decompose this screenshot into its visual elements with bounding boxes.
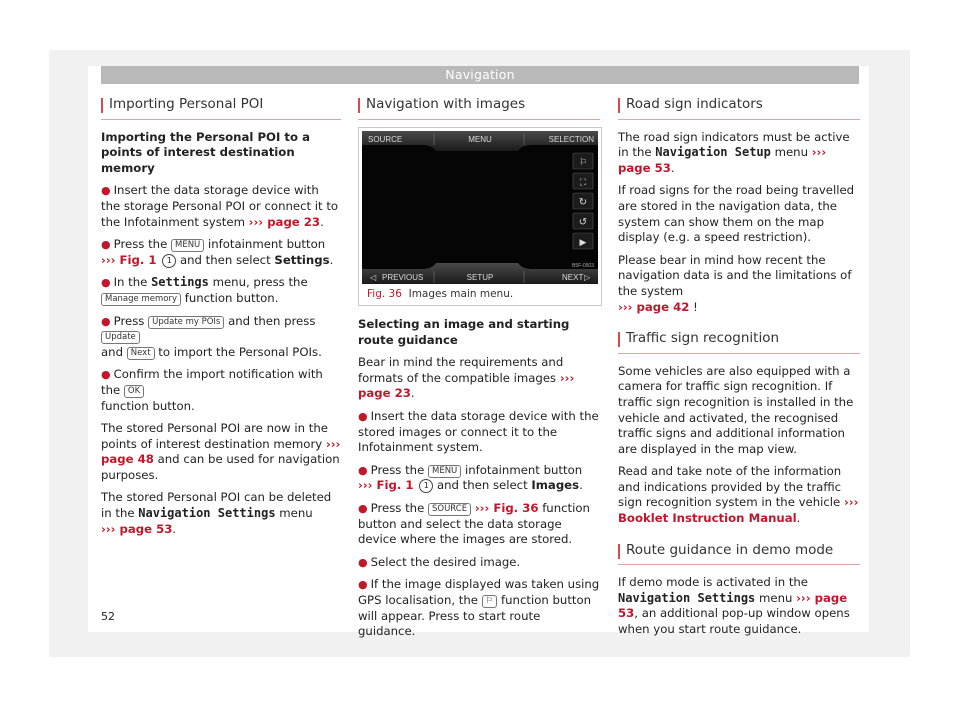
column-importing-poi <box>101 97 341 544</box>
step-insert-images: ● Insert the data storage device with the stored images or connect it to the Infotainment system. <box>358 408 599 455</box>
heading-traffic-sign-recognition: Traffic sign recognition <box>618 331 860 354</box>
previous-softkey[interactable]: ◁ <box>370 273 377 282</box>
screen-graphic <box>362 131 598 284</box>
subheading-import: Importing the Personal POI to a points of interest destination memory <box>101 129 310 175</box>
flag-icon: ⚐ <box>482 595 498 608</box>
source-key: SOURCE <box>428 503 471 516</box>
update-key: Update <box>101 331 140 344</box>
section-header: Navigation <box>101 66 859 84</box>
subheading-select-image: Selecting an image and starting route guidance <box>358 317 570 347</box>
setup-softkey[interactable]: SETUP <box>466 273 494 282</box>
column-road-signs <box>618 97 860 645</box>
page-ref-link[interactable]: ››› page 23 <box>248 214 321 229</box>
figure-code: B5F-0503 <box>572 263 594 269</box>
para-requirements: Bear in mind the requirements and formats of the compatible images ››› page 23. <box>358 355 575 401</box>
step-source: ● Press the SOURCE ››› Fig. 36 function button and select the data storage device where the images are stored. <box>358 500 590 547</box>
booklet-ref-link[interactable]: ››› Booklet Instruction Manual <box>618 495 859 526</box>
page-ref-link[interactable]: ››› page 42 <box>618 299 690 314</box>
page-ref-link[interactable]: ››› page 53 <box>101 521 173 536</box>
para-demo-mode: If demo mode is activated in the Navigation Settings menu ››› page 53, an additional pop-up window opens when you start route guidance. <box>618 575 850 637</box>
para-read-note: Read and take note of the information and indications provided by the traffic sign recognition system in the vehicle ››› Booklet Instruction Manual. <box>618 464 859 526</box>
para-stored-poi: The stored Personal POI are now in the points of interest destination memory ››› page 48 and can be used for navigation purposes. <box>101 421 341 482</box>
fullscreen-icon: ⛶ <box>579 178 587 188</box>
step-insert: ● Insert the data storage device with the storage Personal POI or connect it to the Infotainment system ››› page 23. <box>101 183 339 229</box>
heading-importing-poi: Importing Personal POI <box>101 97 341 120</box>
page-ref-link[interactable]: ››› page 48 <box>101 436 341 467</box>
play-icon: ▶ <box>579 238 587 248</box>
next-softkey[interactable]: ▷ <box>584 273 591 282</box>
step-press-menu: ● Press the MENU infotainment button ››› Fig. 1 1 and then select Settings. <box>101 237 334 267</box>
column-navigation-images <box>358 97 600 120</box>
figure-36 <box>358 127 602 306</box>
step-press-menu-images: ● Press the MENU infotainment button ››› Fig. 1 1 and then select Images. <box>358 462 583 493</box>
fig-ref-link[interactable]: ››› Fig. 1 <box>101 252 157 267</box>
menu-key: MENU <box>171 239 204 252</box>
fig-ref-link[interactable]: ››› Fig. 36 <box>474 500 539 515</box>
rotate-left-icon: ↺ <box>578 217 588 228</box>
heading-demo-mode: Route guidance in demo mode <box>618 543 860 566</box>
heading-road-sign-indicators: Road sign indicators <box>618 97 860 120</box>
previous-softkey-label[interactable]: PREVIOUS <box>382 273 424 282</box>
step-manage-memory: ● In the Settings menu, press the Manage memory function button. <box>101 275 308 305</box>
menu-key: MENU <box>428 465 461 478</box>
figure-caption: Fig. 36 Images main menu. <box>367 288 514 300</box>
page-ref-link[interactable]: ››› page 53 <box>618 590 848 621</box>
para-active: The road sign indicators must be active in the Navigation Setup menu ››› page 53. <box>618 129 850 175</box>
column-navigation-images-body <box>358 317 600 647</box>
callout-number: 1 <box>419 479 433 493</box>
fig-ref-link[interactable]: ››› Fig. 1 <box>358 478 414 493</box>
para-bear-in-mind: Please bear in mind how recent the navigation data is and the limitations of the system ››› page 42 ! <box>618 252 852 314</box>
infotainment-screen <box>362 131 598 284</box>
manage-memory-key: Manage memory <box>101 293 181 306</box>
next-key: Next <box>127 347 155 360</box>
update-my-pois-key: Update my POIs <box>148 316 224 329</box>
next-softkey-label[interactable]: NEXT <box>562 273 584 282</box>
para-road-signs: If road signs for the road being travelled are stored in the navigation data, the system can show them on the map display (e.g. a speed restriction). <box>618 183 855 245</box>
flag-icon: ⚐ <box>578 158 588 168</box>
step-update: ● Press Update my POIs and then press Update and Next to import the Personal POIs. <box>101 313 322 359</box>
step-gps-image: ● If the image displayed was taken using GPS localisation, the ⚐ function button will appear. Press to start route guidance. <box>358 577 600 639</box>
heading-navigation-images: Navigation with images <box>358 97 600 120</box>
source-softkey[interactable]: SOURCE <box>368 135 403 144</box>
rotate-right-icon: ↻ <box>578 197 588 208</box>
callout-number: 1 <box>162 254 176 268</box>
menu-softkey[interactable]: MENU <box>468 135 492 144</box>
step-select-image: ● Select the desired image. <box>358 554 521 569</box>
para-delete-poi: The stored Personal POI can be deleted in the Navigation Settings menu ››› page 53. <box>101 490 332 536</box>
ok-key: OK <box>124 385 144 398</box>
selection-softkey[interactable]: SELECTION <box>548 135 594 144</box>
para-camera: Some vehicles are also equipped with a camera for traffic sign recognition. If traffic sign recognition is installed in the vehicle and activated, the recognised traffic signs and additional information are displayed in the map view. <box>618 363 854 456</box>
page-ref-link[interactable]: ››› page 23 <box>358 370 575 401</box>
step-confirm: ● Confirm the import notification with the OK function button. <box>101 367 323 413</box>
page-number: 52 <box>101 610 115 623</box>
page-ref-link[interactable]: ››› page 53 <box>618 145 827 175</box>
